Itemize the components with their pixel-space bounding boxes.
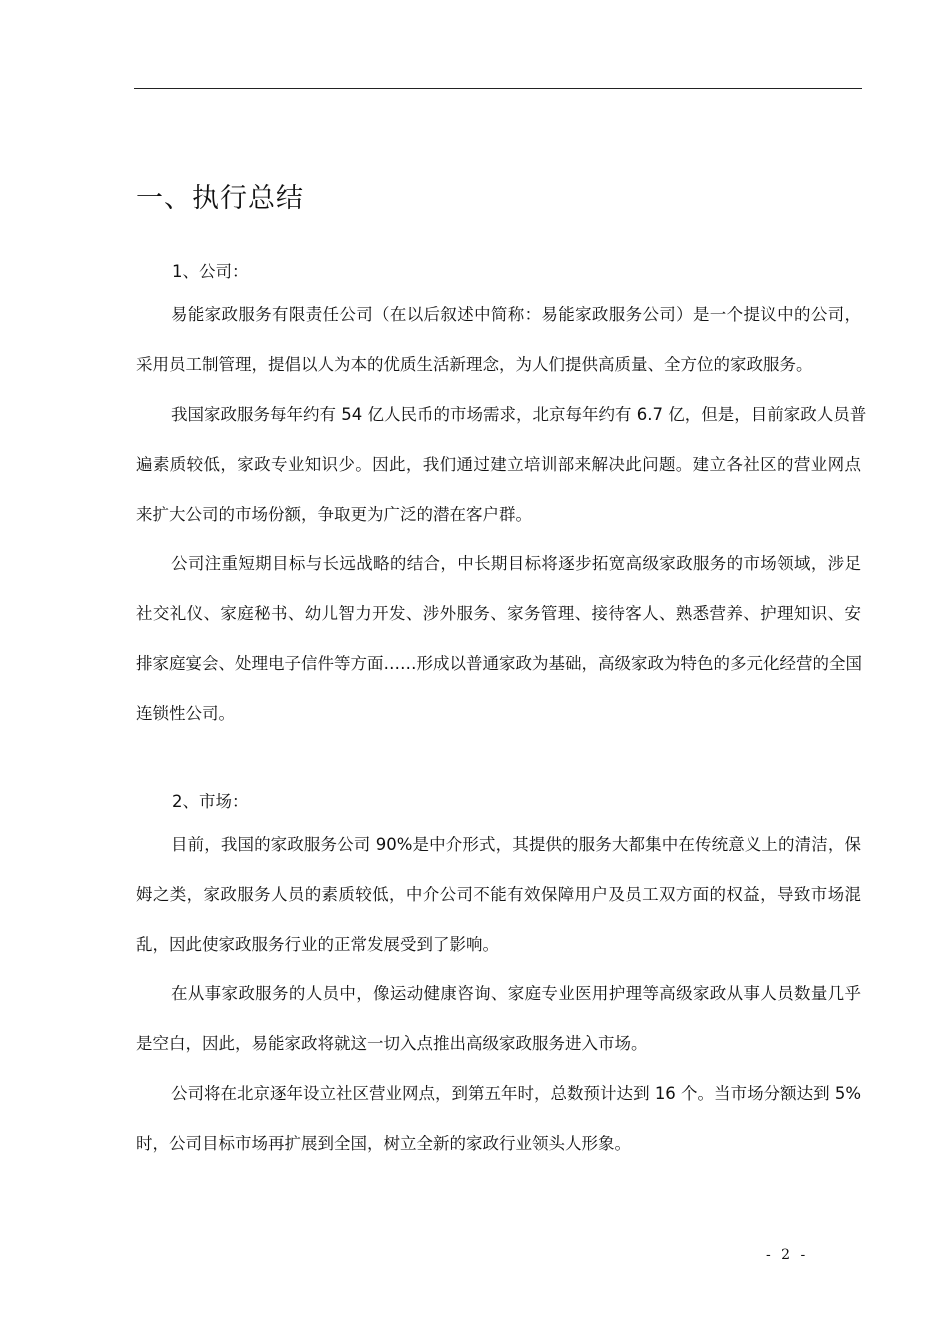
text-line: 遍素质较低，家政专业知识少。因此，我们通过建立培训部来解决此问题。建立各社区的营业网点 [136, 455, 861, 474]
paragraph [136, 290, 861, 390]
text-line: 社交礼仪、家庭秘书、幼儿智力开发、涉外服务、家务管理、接待客人、熟悉营养、护理知识、安 [136, 604, 861, 623]
text-line: 采用员工制管理，提倡以人为本的优质生活新理念，为人们提供高质量、全方位的家政服务。 [136, 355, 813, 374]
paragraph [136, 1069, 861, 1169]
text-line: 乱，因此使家政服务行业的正常发展受到了影响。 [136, 935, 499, 954]
text-line: 易能家政服务有限责任公司（在以后叙述中简称：易能家政服务公司）是一个提议中的公司， [171, 305, 861, 324]
paragraph [136, 969, 861, 1069]
paragraph [136, 820, 861, 970]
page-number: - 2 - [766, 1247, 809, 1263]
text-line: 是空白，因此，易能家政将就这一切入点推出高级家政服务进入市场。 [136, 1034, 648, 1053]
text-line: 时，公司目标市场再扩展到全国，树立全新的家政行业领头人形象。 [136, 1134, 631, 1153]
text-line: 公司将在北京逐年设立社区营业网点，到第五年时，总数预计达到 16 个。当市场分额达到 5% [171, 1084, 861, 1103]
header-rule [134, 88, 862, 89]
text-line: 我国家政服务每年约有 54 亿人民币的市场需求，北京每年约有 6.7 亿，但是，目前家政人员普 [171, 405, 867, 424]
text-line: 公司注重短期目标与长远战略的结合，中长期目标将逐步拓宽高级家政服务的市场领域，涉足 [171, 554, 861, 573]
text-line: 来扩大公司的市场份额，争取更为广泛的潜在客户群。 [136, 505, 532, 524]
paragraph [136, 539, 861, 739]
text-line: 目前，我国的家政服务公司 90%是中介形式，其提供的服务大都集中在传统意义上的清洁，保 [171, 835, 861, 854]
text-line: 在从事家政服务的人员中，像运动健康咨询、家庭专业医用护理等高级家政从事人员数量几乎 [171, 984, 861, 1003]
subsection-heading-market: 2、市场： [172, 792, 249, 811]
text-line: 排家庭宴会、处理电子信件等方面……形成以普通家政为基础，高级家政为特色的多元化经营的全国 [136, 654, 862, 673]
paragraph [136, 390, 867, 540]
text-line: 连锁性公司。 [136, 704, 235, 723]
text-line: 姆之类，家政服务人员的素质较低，中介公司不能有效保障用户及员工双方面的权益，导致市场混 [136, 885, 861, 904]
subsection-heading-company: 1、公司： [172, 262, 249, 281]
section-title: 一、执行总结 [136, 183, 304, 214]
